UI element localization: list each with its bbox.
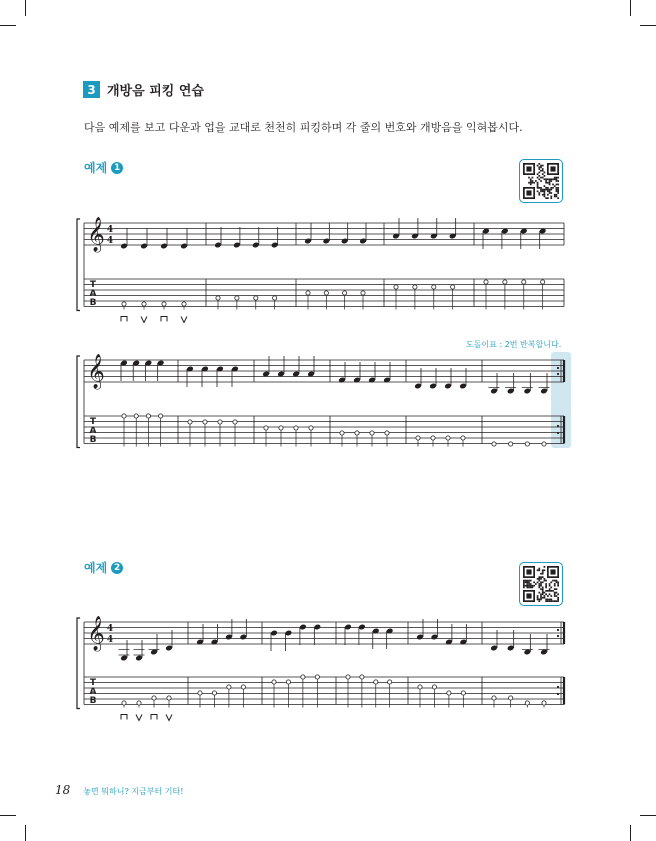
treble-clef-icon: 𝄞 <box>87 217 105 252</box>
tab-fret-0 <box>152 696 156 700</box>
tab-fret-0 <box>374 680 378 684</box>
tab-fret-0 <box>416 436 420 440</box>
tab-fret-0 <box>525 442 529 446</box>
tab-fret-0 <box>509 442 513 446</box>
tab-fret-0 <box>279 426 283 430</box>
tab-fret-0 <box>137 701 141 705</box>
tab-fret-0 <box>227 685 231 689</box>
up-stroke-icon <box>166 715 172 721</box>
tab-fret-0 <box>122 414 126 418</box>
tab-fret-0 <box>212 691 216 695</box>
tab-fret-0 <box>394 285 398 289</box>
tab-fret-0 <box>509 696 513 700</box>
tab-fret-0 <box>182 302 186 306</box>
section-title: 개방음 피킹 연습 <box>107 84 204 99</box>
repeat-dot <box>557 367 559 369</box>
tab-fret-0 <box>461 436 465 440</box>
tab-letter: B <box>89 298 97 308</box>
tab-fret-0 <box>525 701 529 705</box>
tab-fret-0 <box>418 685 422 689</box>
repeat-dot <box>557 629 559 631</box>
book-title: 놓면 뭐하니? 지금부터 기타! <box>83 787 184 796</box>
tab-fret-0 <box>451 285 455 289</box>
repeat-dot <box>557 693 559 695</box>
tab-fret-0 <box>346 675 350 679</box>
time-signature-top: 4 <box>106 225 114 235</box>
tab-letter: A <box>89 289 97 299</box>
page-footer <box>55 783 183 797</box>
tab-letter: T <box>89 678 97 688</box>
tab-fret-0 <box>432 685 436 689</box>
time-signature-top: 4 <box>106 624 114 634</box>
down-stroke-icon <box>121 715 127 720</box>
section-number: 3 <box>83 81 100 98</box>
up-stroke-icon <box>141 317 147 323</box>
tab-fret-0 <box>286 680 290 684</box>
tab-fret-0 <box>355 431 359 435</box>
tab-fret-0 <box>542 701 546 705</box>
tab-fret-0 <box>432 285 436 289</box>
repeat-dot <box>557 425 559 427</box>
repeat-dot <box>557 432 559 434</box>
tab-fret-0 <box>492 442 496 446</box>
system-bracket <box>77 356 80 448</box>
tab-fret-0 <box>162 302 166 306</box>
up-stroke-icon <box>136 715 142 721</box>
tab-fret-0 <box>492 696 496 700</box>
tab-fret-0 <box>122 302 126 306</box>
intro-text: 다음 예제를 보고 다운과 업을 교대로 천천히 피킹하며 각 줄의 번호와 개방음을 익혀봅시다. <box>84 121 523 134</box>
tab-fret-0 <box>446 436 450 440</box>
tab-letter: B <box>89 696 97 706</box>
down-stroke-icon <box>161 317 167 322</box>
tab-fret-0 <box>272 680 276 684</box>
treble-clef-icon: 𝄞 <box>87 616 105 651</box>
repeat-note: 도돌이표 : 2번 반복합니다. <box>466 340 562 349</box>
tab-fret-0 <box>484 280 488 284</box>
tab-fret-0 <box>294 426 298 430</box>
system-bracket <box>77 219 80 311</box>
tab-fret-0 <box>541 280 545 284</box>
tab-fret-0 <box>503 280 507 284</box>
tab-fret-0 <box>167 696 171 700</box>
tab-fret-0 <box>340 431 344 435</box>
tab-fret-0 <box>315 675 319 679</box>
repeat-dot <box>557 635 559 637</box>
example-number-badge: 1 <box>111 162 123 174</box>
tab-fret-0 <box>343 291 347 295</box>
system-bracket <box>77 618 80 709</box>
tab-fret-0 <box>542 442 546 446</box>
tab-fret-0 <box>198 691 202 695</box>
tab-letter: T <box>89 280 97 290</box>
tab-fret-0 <box>254 296 258 300</box>
tab-fret-0 <box>146 414 150 418</box>
tab-letter: T <box>89 417 97 427</box>
example-label-text: 예제 <box>84 561 108 575</box>
tab-fret-0 <box>188 420 192 424</box>
tab-fret-0 <box>301 675 305 679</box>
tab-fret-0 <box>361 291 365 295</box>
tab-fret-0 <box>233 420 237 424</box>
tab-letter: A <box>89 426 97 436</box>
down-stroke-icon <box>121 317 127 322</box>
treble-clef-icon: 𝄞 <box>87 354 105 389</box>
repeat-dot <box>557 373 559 375</box>
time-signature-bottom: 4 <box>106 236 114 246</box>
up-stroke-icon <box>181 317 187 323</box>
page-number: 18 <box>55 783 71 797</box>
tab-fret-0 <box>370 431 374 435</box>
tab-fret-0 <box>385 431 389 435</box>
tab-fret-0 <box>159 414 163 418</box>
tab-fret-0 <box>203 420 207 424</box>
tab-fret-0 <box>134 414 138 418</box>
tab-fret-0 <box>218 420 222 424</box>
tab-fret-0 <box>273 296 277 300</box>
tab-fret-0 <box>447 691 451 695</box>
tab-fret-0 <box>235 296 239 300</box>
tab-letter: A <box>89 687 97 697</box>
example-number-badge: 2 <box>111 562 123 574</box>
tab-fret-0 <box>306 291 310 295</box>
tab-fret-0 <box>324 291 328 295</box>
tab-fret-0 <box>461 691 465 695</box>
tab-fret-0 <box>388 680 392 684</box>
tab-fret-0 <box>360 675 364 679</box>
tab-fret-0 <box>122 701 126 705</box>
tab-fret-0 <box>216 296 220 300</box>
repeat-dot <box>557 686 559 688</box>
tab-fret-0 <box>264 426 268 430</box>
tab-fret-0 <box>413 285 417 289</box>
example-label-text: 예제 <box>84 161 108 175</box>
tab-letter: B <box>89 435 97 445</box>
down-stroke-icon <box>151 715 157 720</box>
tab-fret-0 <box>309 426 313 430</box>
tab-fret-0 <box>241 685 245 689</box>
tab-fret-0 <box>431 436 435 440</box>
tab-fret-0 <box>142 302 146 306</box>
tab-fret-0 <box>522 280 526 284</box>
time-signature-bottom: 4 <box>106 635 114 645</box>
